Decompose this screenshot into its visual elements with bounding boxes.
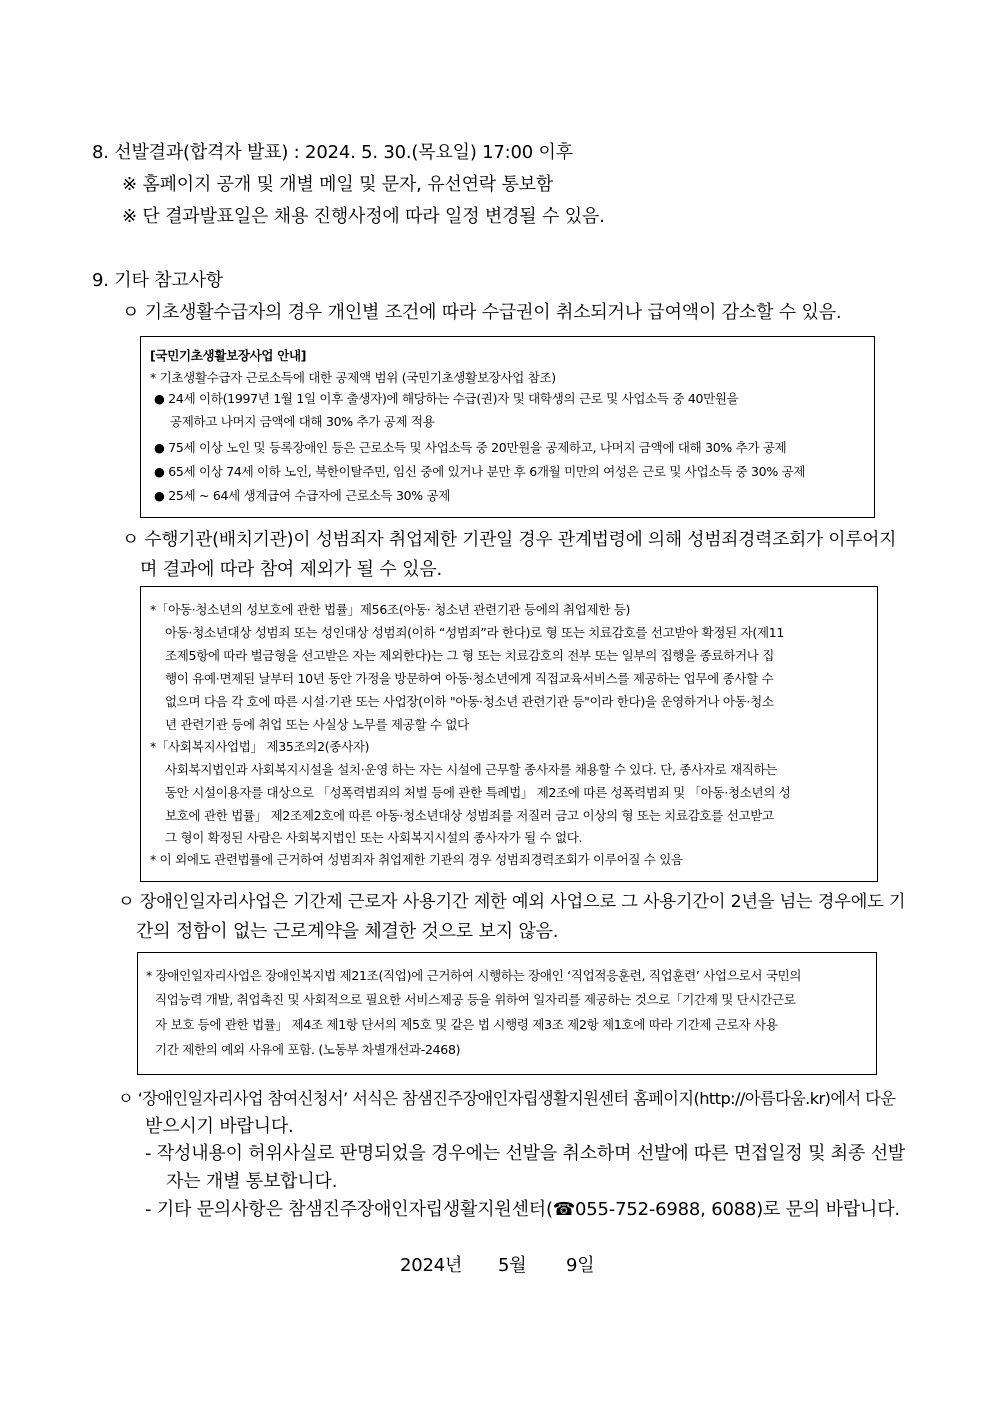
box1-line-4: ● 75세 이상 노인 및 등록장애인 등은 근로소득 및 사업소득 중 20만원을 공제하고, 나머지 금액에 대해 30% 추가 공제 [154,440,787,455]
box2-line-11: 그 형이 확정된 사람은 사회복지법인 또는 사회복지시설의 종사자가 될 수 없다. [165,830,583,845]
date-month: 5월 [498,1255,527,1276]
box1-line-3: 공제하고 나머지 금액에 대해 30% 추가 공제 적용 [170,414,435,429]
section9-item-2-line-2: 며 결과에 따라 참여 제외가 될 수 있음. [140,559,442,580]
dash-item-2: - 기타 문의사항은 참샘진주장애인자립생활지원센터(☎055-752-6988, 6088)로 문의 바랍니다. [145,1199,900,1220]
section9-item-2-line-1: ㅇ 수행기관(배치기관)이 성범죄자 취업제한 기관일 경우 관계법령에 의해 성범죄경력조회가 이루어지 [122,530,897,550]
box1-title: [국민기초생활보장사업 안내] [150,348,307,363]
box2-line-7: *「사회복지사업법」 제35조의2(종사자) [150,739,370,754]
box2-line-10: 보호에 관한 법률」 제2조제2호에 따른 아동·청소년대상 성범죄를 저질러 금고 이상의 형 또는 치료감호를 선고받고 [165,808,774,823]
section8-note-2: ※ 단 결과발표일은 채용 진행사정에 따라 일정 변경될 수 있음. [122,206,605,227]
section8-note-1: ※ 홈페이지 공개 및 개별 메일 및 문자, 유선연락 통보함 [122,174,554,195]
box2-line-5: 없으며 다음 각 호에 따른 시설·기관 또는 사업장(이하 "아동·청소년 관련기관 등"이라 한다)을 운영하거나 아동·청소 [165,694,774,709]
dash-item-1-line-1: - 작성내용이 허위사실로 판명되었을 경우에는 선발을 취소하며 선발에 따른 면접일정 및 최종 선발 [145,1143,906,1164]
date-year: 2024년 [400,1255,463,1276]
box3-line-2: 직업능력 개발, 취업촉진 및 사회적으로 필요한 서비스제공 등을 위하여 일자리를 제공하는 것으로「기간제 및 단시간근로 [155,992,796,1007]
info-box-disability-jobs [137,952,877,1075]
section9-item-3-line-2: 간의 정함이 없는 근로계약을 체결한 것으로 보지 않음. [136,921,559,942]
info-box-sex-offender-law [140,586,878,882]
box3-line-1: * 장애인일자리사업은 장애인복지법 제21조(직업)에 근거하여 시행하는 장애인 ‘직업적응훈련, 직업훈련’ 사업으로서 국민의 [146,968,802,983]
date-day: 9일 [566,1255,595,1276]
box2-line-12: * 이 외에도 관련법률에 근거하여 성범죄자 취업제한 기관의 경우 성범죄경력조회가 이루어질 수 있음 [150,852,683,867]
box2-line-2: 아동·청소년대상 성범죄 또는 성인대상 성범죄(이하 “성범죄”라 한다)로 형 또는 치료감호를 선고받아 확정된 자(제11 [165,625,785,640]
section9-heading: 9. 기타 참고사항 [92,270,223,291]
info-box-basic-livelihood [140,336,875,518]
box1-line-1: * 기초생활수급자 근로소득에 대한 공제액 범위 (국민기초생활보장사업 참조) [150,370,556,385]
box1-line-6: ● 25세 ~ 64세 생계급여 수급자에 근로소득 30% 공제 [154,488,451,503]
section9-item-4-line-2: 받으시기 바랍니다. [145,1116,294,1137]
box3-line-4: 기간 제한의 예외 사유에 포함. (노동부 차별개선과-2468) [155,1042,461,1057]
box2-line-4: 행이 유예·면제된 날부터 10년 동안 가정을 방문하여 아동·청소년에게 직접교육서비스를 제공하는 업무에 종사할 수 [165,671,774,686]
box1-line-2: ● 24세 이하(1997년 1월 1일 이후 출생자)에 해당하는 수급(권)자 및 대학생의 근로 및 사업소득 중 40만원을 [154,391,739,406]
box2-line-8: 사회복지법인과 사회복지시설을 설치·운영 하는 자는 시설에 근무할 종사자를 채용할 수 있다. 단, 종사자로 재직하는 [165,762,778,777]
box1-line-5: ● 65세 이상 74세 이하 노인, 북한이탈주민, 임신 중에 있거나 분만 후 6개월 미만의 여성은 근로 및 사업소득 중 30% 공제 [154,464,806,479]
section9-item-3-line-1: ㅇ 장애인일자리사업은 기간제 근로자 사용기간 제한 예외 사업으로 그 사용기간이 2년을 넘는 경우에도 기 [118,892,906,912]
box2-line-9: 동안 시설이용자를 대상으로 「성폭력범죄의 처벌 등에 관한 특례법」 제2조에 따른 성폭력범죄 및 「아동·청소년의 성 [165,785,791,800]
box3-line-3: 자 보호 등에 관한 법률」 제4조 제1항 단서의 제5호 및 같은 법 시행령 제3조 제2항 제1호에 따라 기간제 근로자 사용 [155,1017,778,1032]
section9-item-4-line-1: ㅇ ‘장애인일자리사업 참여신청서’ 서식은 참샘진주장애인자립생활지원센터 홈페이지(http://아름다움.kr)에서 다운 [118,1089,896,1108]
box2-line-3: 조제5항에 따라 벌금형을 선고받은 자는 제외한다)는 그 형 또는 치료감호의 전부 또는 일부의 집행을 종료하거나 집 [165,648,774,663]
box2-line-6: 년 관련기관 등에 취업 또는 사실상 노무를 제공할 수 없다 [165,717,469,732]
box2-line-1: *「아동·청소년의 성보호에 관한 법률」제56조(아동· 청소년 관련기관 등에의 취업제한 등) [150,602,631,617]
section8-heading: 8. 선발결과(합격자 발표) : 2024. 5. 30.(목요일) 17:00 이후 [92,142,573,163]
dash-item-1-line-2: 자는 개별 통보합니다. [166,1171,338,1192]
section9-item-1: ㅇ 기초생활수급자의 경우 개인별 조건에 따라 수급권이 취소되거나 급여액이 감소할 수 있음. [122,302,842,323]
